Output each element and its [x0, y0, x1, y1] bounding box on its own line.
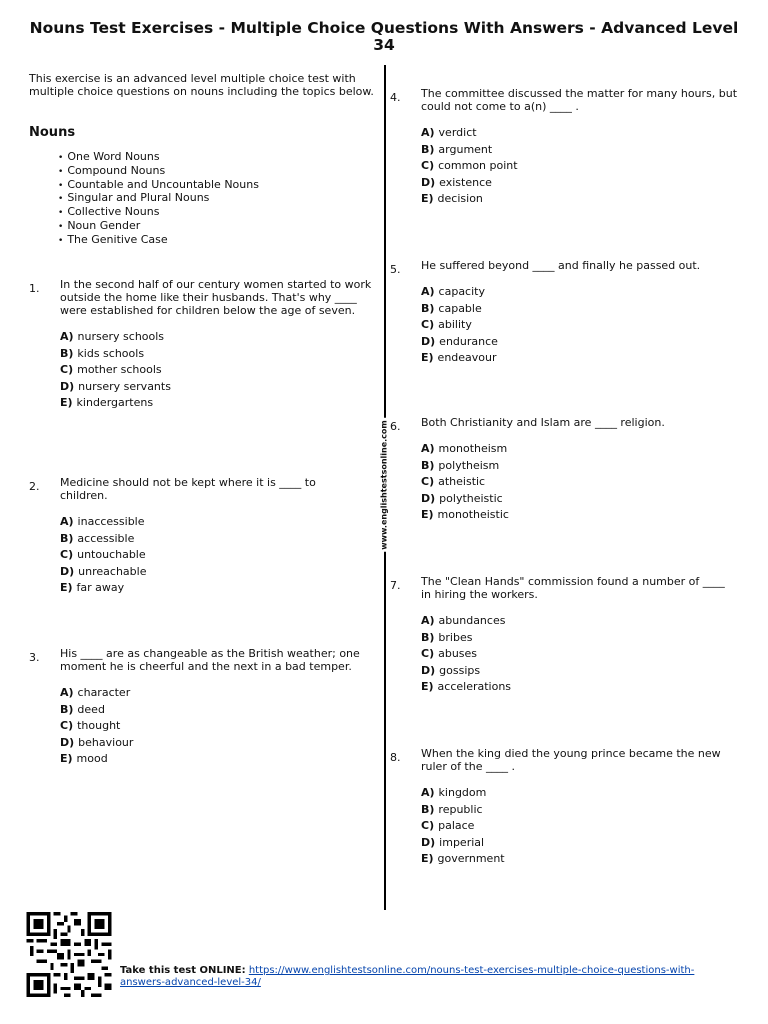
option-c[interactable] — [421, 818, 725, 835]
question-8 — [390, 747, 725, 868]
question-text: He suffered beyond ____ and finally he passed out. — [421, 259, 701, 272]
option-letter: C) — [421, 647, 435, 660]
option-d[interactable] — [421, 663, 725, 680]
option-e[interactable] — [60, 751, 379, 768]
option-letter: E) — [60, 396, 73, 409]
option-c[interactable] — [421, 646, 725, 663]
option-text: unreachable — [78, 564, 147, 578]
option-letter: B) — [60, 346, 74, 360]
option-text: kids schools — [77, 346, 145, 360]
watermark-text: www.englishtestsonline.com — [379, 420, 389, 550]
option-letter: D) — [60, 564, 75, 578]
option-letter: E) — [421, 508, 434, 521]
footer-label: Take this test ONLINE: — [120, 965, 246, 976]
option-letter: E) — [421, 680, 434, 693]
option-text: abundances — [438, 614, 506, 627]
question-number: 1. — [29, 282, 40, 295]
option-text: abuses — [438, 647, 478, 660]
option-text: accessible — [77, 531, 135, 545]
option-b[interactable] — [421, 630, 725, 647]
option-letter: E) — [421, 351, 434, 364]
option-c[interactable] — [421, 158, 740, 175]
option-text: polytheism — [438, 458, 500, 472]
question-number: 5. — [390, 263, 401, 276]
option-letter: B) — [421, 802, 435, 816]
option-text: palace — [438, 819, 475, 832]
option-list — [421, 284, 740, 367]
option-letter: D) — [421, 663, 436, 677]
page-title-line1: Nouns Test Exercises - Multiple Choice Questions With Answers - Advanced Level — [29, 19, 739, 37]
topic-item: • Collective Nouns — [58, 206, 259, 220]
topic-item: • One Word Nouns — [58, 151, 259, 165]
option-list — [421, 613, 725, 696]
option-letter: E) — [421, 852, 434, 865]
option-text: bribes — [438, 630, 473, 644]
topic-item: • Compound Nouns — [58, 165, 259, 179]
topic-list — [58, 151, 259, 248]
option-c[interactable] — [60, 362, 379, 379]
question-text: Both Christianity and Islam are ____ religion. — [421, 416, 665, 429]
option-d[interactable] — [421, 835, 725, 852]
option-text: character — [77, 686, 131, 699]
question-number: 8. — [390, 751, 401, 764]
option-text: far away — [76, 581, 125, 594]
option-c[interactable] — [60, 547, 379, 564]
option-text: existence — [439, 175, 492, 189]
option-list — [60, 514, 379, 597]
option-a[interactable] — [421, 441, 740, 458]
option-letter: A) — [421, 285, 435, 298]
option-letter: A) — [60, 686, 74, 699]
option-letter: C) — [421, 159, 435, 172]
question-number: 2. — [29, 480, 40, 493]
option-text: republic — [438, 802, 483, 816]
option-text: endeavour — [437, 351, 497, 364]
page-title — [0, 20, 768, 54]
question-number: 6. — [390, 420, 401, 433]
option-text: nursery servants — [78, 379, 171, 393]
option-text: mother schools — [77, 363, 162, 376]
option-list — [421, 785, 725, 868]
option-text: kindergartens — [76, 396, 154, 409]
topic-item: • Countable and Uncountable Nouns — [58, 179, 259, 193]
option-d[interactable] — [421, 491, 740, 508]
option-letter: B) — [421, 630, 435, 644]
option-letter: E) — [421, 192, 434, 205]
topic-item: • The Genitive Case — [58, 234, 259, 248]
question-text: The committee discussed the matter for many hours, but could not come to a(n) ____ . — [421, 87, 738, 113]
option-letter: A) — [421, 442, 435, 455]
option-letter: C) — [60, 719, 74, 732]
option-d[interactable] — [60, 735, 379, 752]
option-letter: D) — [421, 334, 436, 348]
option-text: endurance — [439, 334, 498, 348]
question-2 — [29, 476, 379, 597]
section-heading: Nouns — [29, 125, 76, 140]
question-text: Medicine should not be kept where it is ____ to children. — [60, 476, 316, 502]
topic-item: • Noun Gender — [58, 220, 259, 234]
option-d[interactable] — [421, 175, 740, 192]
option-text: inaccessible — [77, 515, 145, 528]
question-3 — [29, 647, 379, 768]
option-text: gossips — [439, 663, 481, 677]
option-text: verdict — [438, 126, 477, 139]
option-letter: A) — [60, 515, 74, 528]
option-letter: B) — [60, 531, 74, 545]
question-text: In the second half of our century women started to work outside the home like their husbands. That's why ____ were established for children below the age of seven. — [60, 278, 372, 317]
qr-code-icon[interactable] — [25, 912, 113, 997]
option-letter: C) — [421, 819, 435, 832]
option-e[interactable] — [421, 851, 725, 868]
option-letter: C) — [60, 363, 74, 376]
topic-item: • Singular and Plural Nouns — [58, 192, 259, 206]
option-text: polytheistic — [439, 491, 503, 505]
option-b[interactable] — [421, 301, 740, 318]
option-a[interactable] — [421, 785, 725, 802]
option-text: decision — [437, 192, 483, 205]
option-b[interactable] — [421, 802, 725, 819]
question-1 — [29, 278, 379, 412]
option-text: atheistic — [438, 475, 486, 488]
option-b[interactable] — [60, 346, 379, 363]
option-letter: A) — [60, 330, 74, 343]
option-b[interactable] — [421, 142, 740, 159]
option-letter: B) — [60, 702, 74, 716]
option-text: government — [437, 852, 505, 865]
question-4 — [390, 87, 740, 208]
option-text: deed — [77, 702, 105, 716]
option-c[interactable] — [421, 317, 740, 334]
option-a[interactable] — [60, 685, 379, 702]
option-e[interactable] — [421, 679, 725, 696]
question-text: When the king died the young prince became the new ruler of the ____ . — [421, 747, 721, 773]
option-c[interactable] — [421, 474, 740, 491]
option-text: capable — [438, 301, 482, 315]
option-text: argument — [438, 142, 493, 156]
option-text: monotheistic — [437, 508, 509, 521]
question-number: 3. — [29, 651, 40, 664]
option-letter: C) — [421, 318, 435, 331]
question-5 — [390, 259, 740, 367]
option-text: nursery schools — [77, 330, 165, 343]
question-text: The "Clean Hands" commission found a number of ____ in hiring the workers. — [421, 575, 725, 601]
option-text: ability — [438, 318, 472, 331]
option-a[interactable] — [60, 329, 379, 346]
option-text: accelerations — [437, 680, 512, 693]
footer — [120, 965, 720, 989]
option-b[interactable] — [421, 458, 740, 475]
option-letter: B) — [421, 301, 435, 315]
option-e[interactable] — [421, 191, 740, 208]
option-letter: B) — [421, 458, 435, 472]
test-online-link[interactable]: https://www.englishtestsonline.com/nouns-test-exercises-multiple-choice-questions-with-answers-advanced-level-34/ — [120, 965, 695, 988]
option-d[interactable] — [60, 564, 379, 581]
option-text: monotheism — [438, 442, 508, 455]
option-e[interactable] — [421, 350, 740, 367]
option-a[interactable] — [421, 125, 740, 142]
option-letter: A) — [421, 614, 435, 627]
option-a[interactable] — [60, 514, 379, 531]
option-e[interactable] — [421, 507, 740, 524]
option-list — [60, 329, 379, 412]
option-letter: B) — [421, 142, 435, 156]
option-d[interactable] — [421, 334, 740, 351]
option-letter: A) — [421, 786, 435, 799]
option-letter: C) — [421, 475, 435, 488]
question-7 — [390, 575, 725, 696]
option-c[interactable] — [60, 718, 379, 735]
option-list — [421, 125, 740, 208]
option-text: common point — [438, 159, 518, 172]
option-text: thought — [77, 719, 121, 732]
option-letter: D) — [421, 491, 436, 505]
intro-text: This exercise is an advanced level multiple choice test with multiple choice questions on nouns including the topics below. — [29, 72, 374, 98]
option-b[interactable] — [60, 702, 379, 719]
option-letter: D) — [421, 835, 436, 849]
option-d[interactable] — [60, 379, 379, 396]
option-a[interactable] — [421, 284, 740, 301]
option-text: mood — [76, 752, 108, 765]
option-text: capacity — [438, 285, 485, 298]
question-text: His ____ are as changeable as the British weather; one moment he is cheerful and the next in a bad temper. — [60, 647, 360, 673]
option-letter: C) — [60, 548, 74, 561]
option-e[interactable] — [60, 580, 379, 597]
page-title-line2: 34 — [373, 36, 395, 54]
option-e[interactable] — [60, 395, 379, 412]
option-list — [421, 441, 740, 524]
question-6 — [390, 416, 740, 524]
option-text: behaviour — [78, 735, 134, 749]
option-letter: A) — [421, 126, 435, 139]
option-letter: D) — [421, 175, 436, 189]
qr-code-graphic — [25, 912, 113, 997]
option-text: kingdom — [438, 786, 487, 799]
question-number: 7. — [390, 579, 401, 592]
option-text: imperial — [439, 835, 485, 849]
option-b[interactable] — [60, 531, 379, 548]
option-letter: D) — [60, 735, 75, 749]
option-letter: E) — [60, 581, 73, 594]
question-number: 4. — [390, 91, 401, 104]
option-letter: D) — [60, 379, 75, 393]
option-a[interactable] — [421, 613, 725, 630]
option-text: untouchable — [77, 548, 146, 561]
option-list — [60, 685, 379, 768]
option-letter: E) — [60, 752, 73, 765]
